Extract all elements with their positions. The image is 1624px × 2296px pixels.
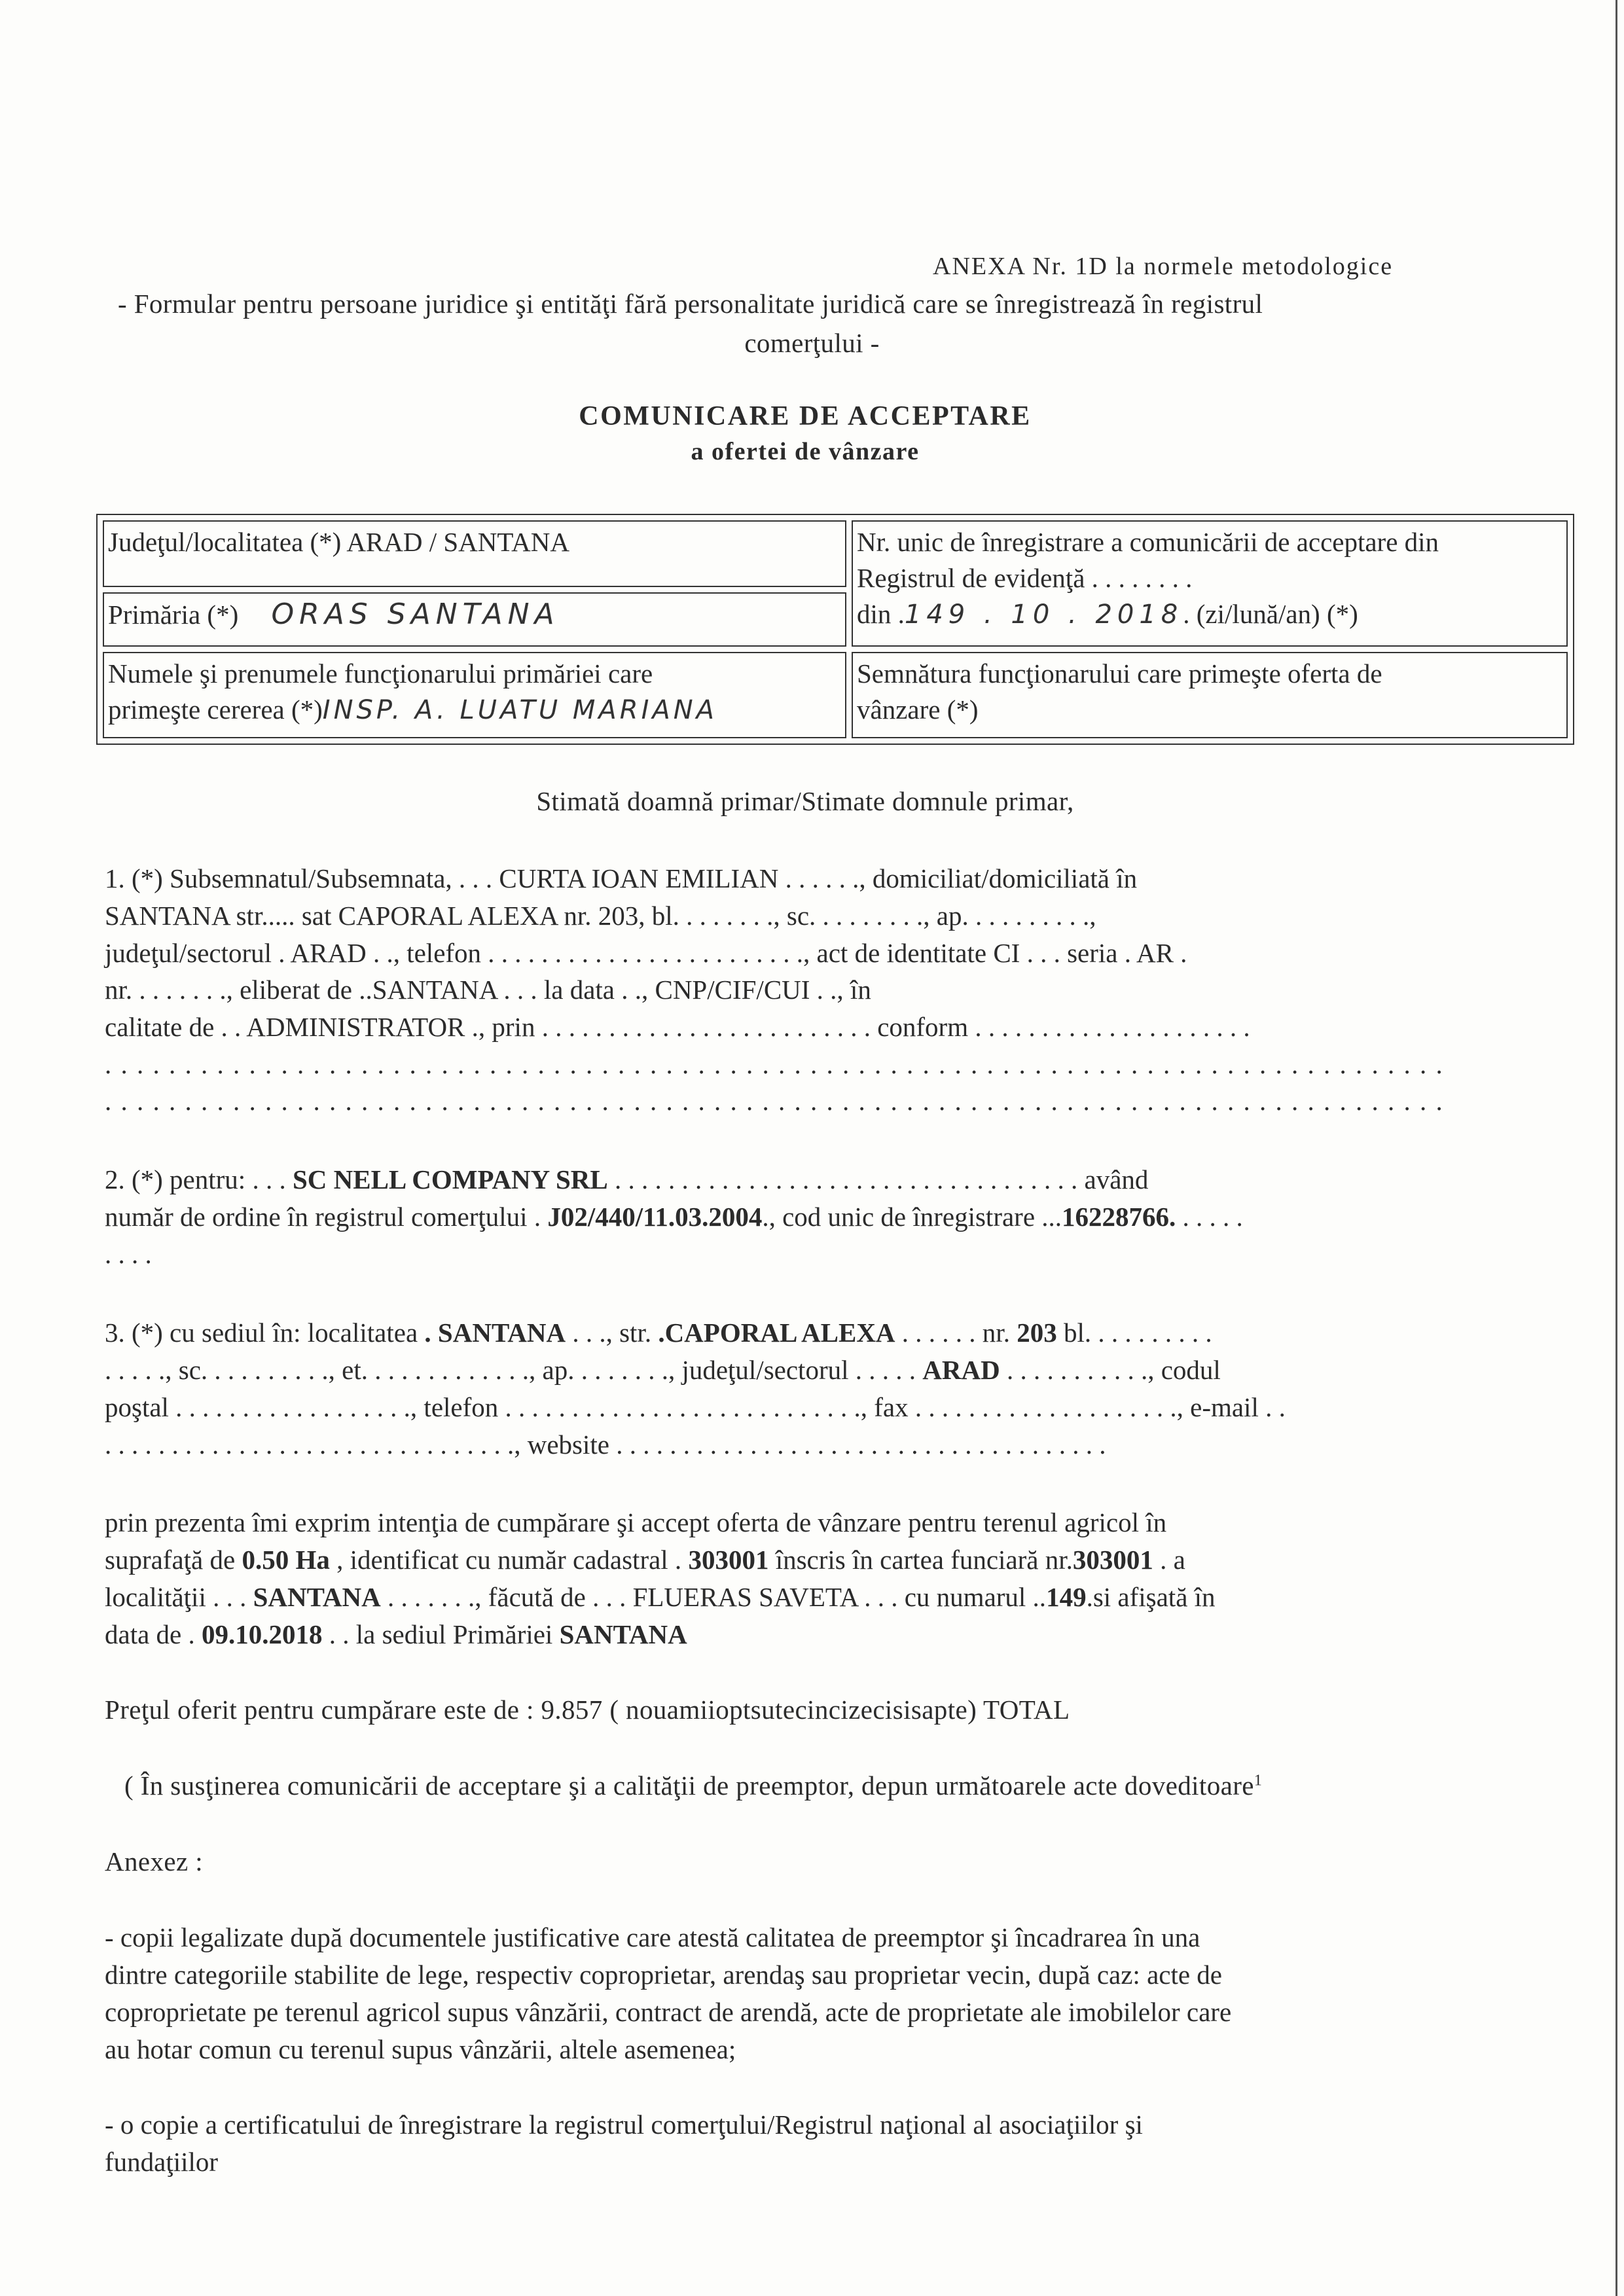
land-book-number: 303001	[1072, 1545, 1153, 1575]
footnote-marker: 1	[1254, 1772, 1263, 1789]
primaria-label: Primăria (*)	[108, 600, 239, 630]
intent-text: suprafaţă de	[105, 1545, 242, 1575]
offer-number: 149	[1046, 1582, 1087, 1612]
date-format-label: . (zi/lună/an) (*)	[1183, 599, 1358, 629]
section2-text: . . . . .	[1176, 1202, 1243, 1232]
land-area: 0.50 Ha	[242, 1545, 330, 1575]
town-hall-name: SANTANA	[559, 1619, 687, 1649]
support-line	[124, 1770, 1262, 1801]
section2-text: 2. (*) pentru: . . .	[105, 1164, 293, 1194]
section3-line	[105, 1354, 1221, 1386]
functionar-cell	[103, 652, 846, 738]
section2-line	[105, 1201, 1243, 1232]
greeting: Stimată doamnă primar/Stimate domnule primar,	[536, 786, 1074, 816]
cadastral-number: 303001	[688, 1545, 769, 1575]
document-title: COMUNICARE DE ACCEPTARE	[579, 401, 1032, 431]
intent-text: .si afişată în	[1086, 1582, 1216, 1612]
annex-item-line: dintre categoriile stabilite de lege, respectiv coproprietar, arendaş sau proprietar vecin, după caz: acte de	[105, 1960, 1223, 1990]
section2-line: . . . .	[105, 1239, 152, 1269]
registration-box	[96, 514, 1574, 745]
intent-text: înscris în cartea funciară nr.	[768, 1545, 1073, 1575]
nr-unic-cell	[852, 520, 1568, 647]
section1-line: . . . . . . . . . . . . . . . . . . . . . . . . . . . . . . . . . . . . . . . . . . . . . . . . . . . . . . . . . . . . . . . . . . . . . . . . . . . . . . . . . . . .	[105, 1086, 1444, 1116]
annex-item-line: coproprietate pe terenul agricol supus vânzării, contract de arendă, acte de proprietate ale imobilelor care	[105, 1997, 1232, 2027]
functionar-label-cont: primeşte cererea (*)	[108, 694, 323, 725]
support-text: ( În susţinerea comunicării de acceptare şi a calităţii de preemptor, depun următoarele acte doveditoare	[124, 1770, 1254, 1801]
posting-date: 09.10.2018	[201, 1619, 323, 1649]
intent-line	[105, 1544, 1185, 1575]
annex-title: ANEXA Nr. 1D la normele metodologice	[933, 253, 1394, 280]
section2-text: număr de ordine în registrul comerţului .	[105, 1202, 548, 1232]
headquarters-number: 203	[1017, 1318, 1057, 1348]
intent-text: . a	[1153, 1545, 1185, 1575]
section1-line: calitate de . . ADMINISTRATOR ., prin . . . . . . . . . . . . . . . . . . . . . . . . . conform . . . . . . . . . . . . . . . . . . . . .	[105, 1012, 1250, 1042]
section1-line: 1. (*) Subsemnatul/Subsemnata, . . . CURTA IOAN EMILIAN . . . . . ., domiciliat/domiciliată în	[105, 863, 1138, 893]
annex-item-line: - copii legalizate după documentele justificative care atestă calitatea de preemptor şi încadrarea în una	[105, 1922, 1200, 1952]
intent-line	[105, 1619, 687, 1650]
section1-line: SANTANA str..... sat CAPORAL ALEXA nr. 203, bl. . . . . . . ., sc. . . . . . . . ., ap. . . . . . . . . .,	[105, 901, 1096, 931]
intent-text: , identificat cu număr cadastral .	[329, 1545, 689, 1575]
annex-item-line: fundaţiilor	[105, 2147, 219, 2177]
functionar-handwritten: INSP. A. LUATU MARIANA	[322, 694, 718, 725]
primaria-handwritten: ORAS SANTANA	[271, 598, 560, 632]
headquarters-street: .CAPORAL ALEXA	[658, 1318, 895, 1348]
semnatura-cell	[852, 652, 1568, 738]
section1-line: nr. . . . . . . ., eliberat de ..SANTANA . . . la data . ., CNP/CIF/CUI . ., în	[105, 975, 871, 1005]
trade-register-number: J02/440/11.03.2004	[547, 1202, 763, 1232]
price-label: Preţul oferit pentru cumpărare este de :	[105, 1695, 541, 1725]
section3-text: bl. . . . . . . . . .	[1056, 1318, 1212, 1348]
intent-text: data de .	[105, 1619, 202, 1649]
section1-line: . . . . . . . . . . . . . . . . . . . . . . . . . . . . . . . . . . . . . . . . . . . . . . . . . . . . . . . . . . . . . . . . . . . . . . . . . . . . . . . . . . . .	[105, 1049, 1444, 1079]
date-field	[857, 596, 1562, 633]
functionar-label: Numele şi prenumele funcţionarului primăriei care	[108, 658, 653, 689]
registration-date-handwritten: 149 . 10 . 2018	[904, 600, 1183, 630]
registru-label: Registrul de evidenţă . . . . . . . .	[857, 563, 1193, 593]
section3-line: . . . . . . . . . . . . . . . . . . . . . . . . . . . . . . ., website . . . . . . . . . . . . . . . . . . . . . . . . . . . . . . . . . . . . .	[105, 1429, 1106, 1460]
annex-item-line: au hotar comun cu terenul supus vânzării, altele asemenea;	[105, 2034, 736, 2064]
price-value: 9.857 ( nouamiioptsutecincizecisisapte) TOTAL	[541, 1695, 1070, 1725]
section2-text: ., cod unic de înregistrare ...	[762, 1202, 1062, 1232]
section3-line	[105, 1317, 1212, 1348]
intent-text: localităţii . . .	[105, 1582, 253, 1612]
annex-heading: Anexez :	[105, 1846, 204, 1876]
section3-text: . . . . . . . . . . ., codul	[1000, 1355, 1221, 1385]
unique-registration-code: 16228766.	[1062, 1202, 1176, 1232]
nr-unic-label: Nr. unic de înregistrare a comunicării de acceptare din	[857, 527, 1439, 557]
headquarters-county: ARAD	[922, 1355, 1000, 1385]
section1-line: judeţul/sectorul . ARAD . ., telefon . . . . . . . . . . . . . . . . . . . . . . . ., act de identitate CI . . . seria . AR .	[105, 938, 1187, 968]
land-locality: SANTANA	[253, 1582, 381, 1612]
section2-text: . . . . . . . . . . . . . . . . . . . . . . . . . . . . . . . . . . . având	[607, 1164, 1149, 1194]
annex-subtitle: - Formular pentru persoane juridice şi entităţi fără personalitate juridică care se înregistrează în registrul	[118, 289, 1263, 319]
semnatura-label-cont: vânzare (*)	[857, 694, 979, 725]
intent-line	[105, 1581, 1216, 1613]
intent-line: prin prezenta îmi exprim intenţia de cumpărare şi accept oferta de vânzare pentru terenul agricol în	[105, 1507, 1167, 1537]
primaria-cell	[103, 592, 846, 646]
judet-cell	[103, 520, 846, 587]
annex-item-line: - o copie a certificatului de înregistrare la registrul comerţului/Registrul naţional al asociaţiilor şi	[105, 2109, 1143, 2140]
section3-line: poştal . . . . . . . . . . . . . . . . . ., telefon . . . . . . . . . . . . . . . . . . . . . . . . . . ., fax . . . . . . . . . . . . . . . . . . . ., e-mail . .	[105, 1392, 1286, 1422]
judet-label: Judeţul/localitatea (*) ARAD / SANTANA	[108, 527, 569, 557]
intent-text: . . . . . . ., făcută de . . . FLUERAS SAVETA . . . cu numarul ..	[380, 1582, 1047, 1612]
intent-text: . . la sediul Primăriei	[322, 1619, 560, 1649]
section3-text: . . . . ., sc. . . . . . . . . ., et. . . . . . . . . . . . ., ap. . . . . . . ., judeţul/sectorul . . . . .	[105, 1355, 923, 1385]
din-label: din .	[857, 599, 905, 629]
price-line	[105, 1694, 1070, 1725]
company-name: SC NELL COMPANY SRL	[292, 1164, 608, 1194]
headquarters-locality: . SANTANA	[424, 1318, 566, 1348]
section3-text: . . . . . . nr.	[895, 1318, 1017, 1348]
section2-line	[105, 1164, 1148, 1195]
section3-text: . . ., str.	[566, 1318, 659, 1348]
semnatura-label: Semnătura funcţionarului care primeşte oferta de	[857, 658, 1382, 689]
document-subtitle: a ofertei de vânzare	[691, 438, 920, 465]
section3-text: 3. (*) cu sediul în: localitatea	[105, 1318, 425, 1348]
annex-subtitle-cont: comerţului -	[744, 328, 880, 358]
